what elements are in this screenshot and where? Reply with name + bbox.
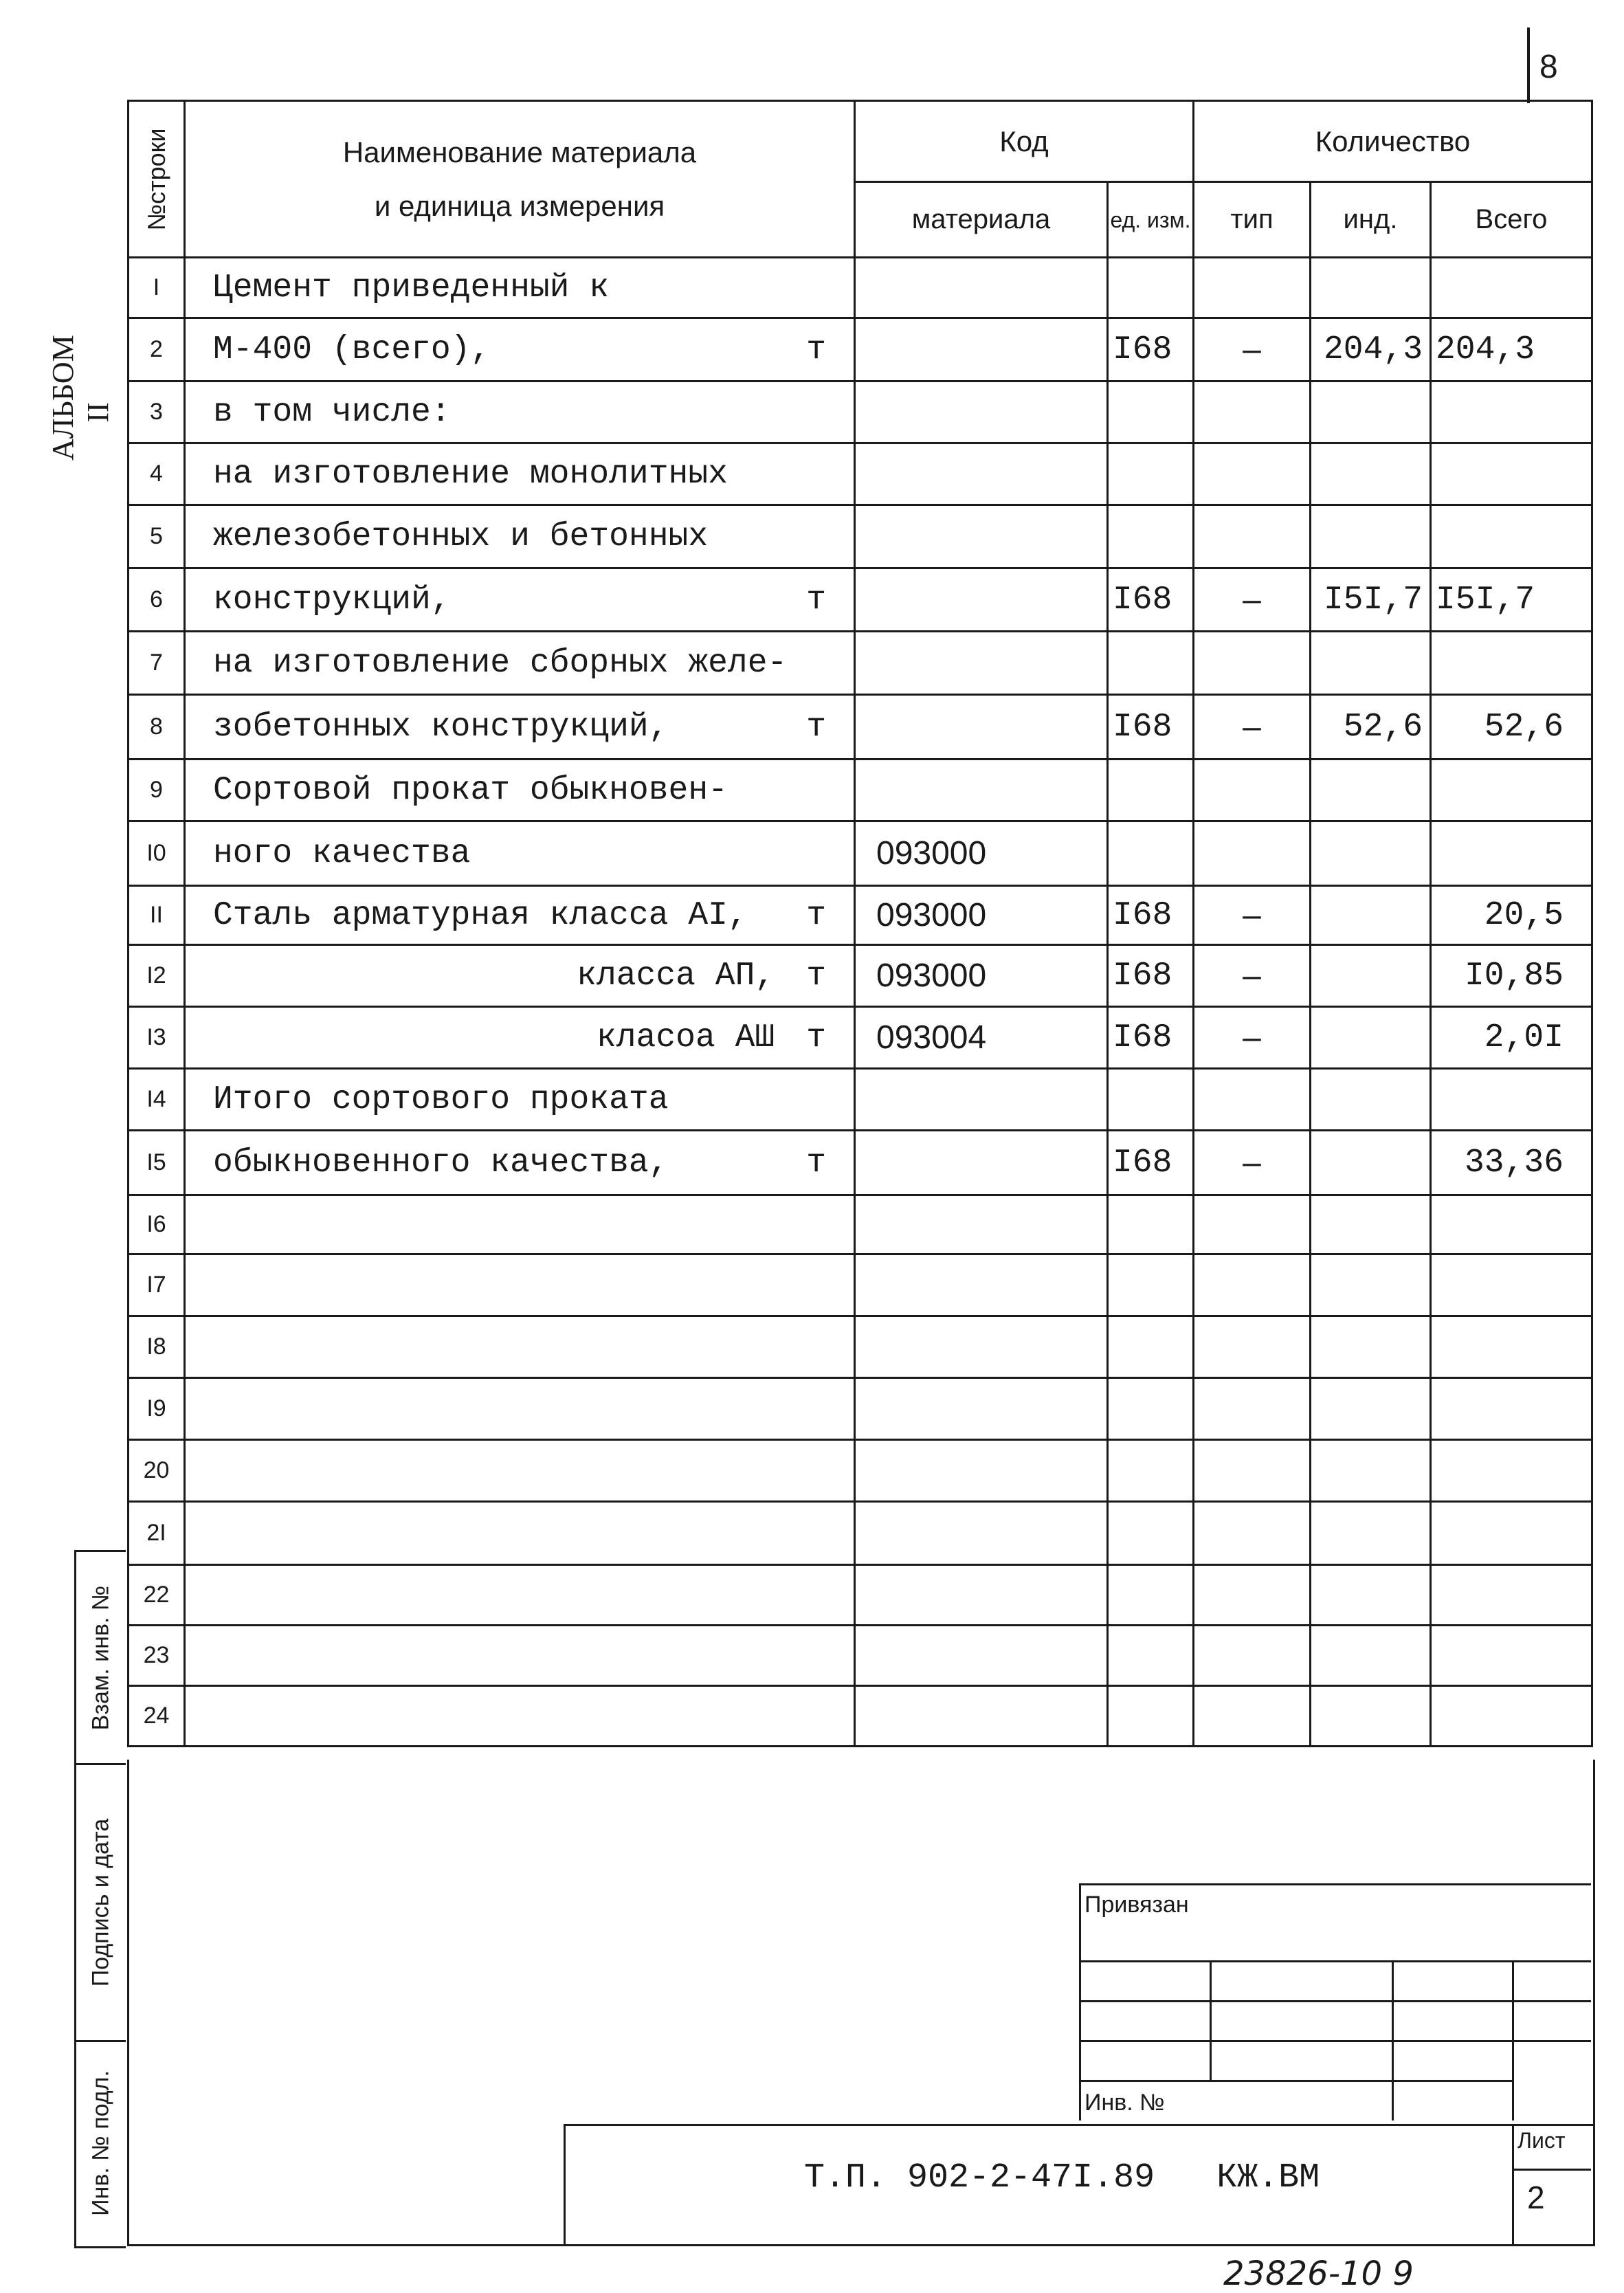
- unit-code: [1108, 1626, 1194, 1686]
- qty-ind: [1311, 760, 1431, 821]
- row-number: I3: [129, 1007, 185, 1069]
- header-code-group: Код: [855, 101, 1194, 182]
- material-code: [855, 443, 1108, 505]
- qty-ind: [1311, 1131, 1431, 1195]
- qty-total: [1431, 443, 1592, 505]
- qty-total: [1431, 1069, 1592, 1131]
- material-code: 093004: [855, 1007, 1108, 1069]
- header-material-name: Наименование материала и единица измерения: [185, 101, 855, 258]
- material-name-cell: [185, 632, 855, 695]
- qty-ind: [1311, 1502, 1431, 1565]
- qty-type: [1194, 1502, 1311, 1565]
- material-code: [855, 1254, 1108, 1316]
- unit-code: I68: [1108, 886, 1194, 945]
- row-number: I4: [129, 1069, 185, 1131]
- row-number: I0: [129, 821, 185, 886]
- table-row: [129, 1626, 1592, 1686]
- binding-block: [1079, 1883, 1591, 2120]
- qty-type: –: [1194, 695, 1311, 760]
- sheet-number-divider: [1527, 27, 1530, 103]
- unit-mark: т: [806, 581, 826, 619]
- header-qty-ind: инд.: [1311, 182, 1431, 258]
- row-number: 23: [129, 1626, 185, 1686]
- material-name-cell: [185, 1254, 855, 1316]
- unit-mark: т: [806, 896, 826, 934]
- table-row: [129, 760, 1592, 821]
- qty-type: [1194, 1316, 1311, 1378]
- row-number: 5: [129, 505, 185, 568]
- row-number: I2: [129, 945, 185, 1007]
- qty-ind: [1311, 1440, 1431, 1502]
- album-label: АЛЬБОМ II: [46, 335, 115, 461]
- qty-type: [1194, 1626, 1311, 1686]
- material-code: [855, 1626, 1108, 1686]
- unit-code: [1108, 760, 1194, 821]
- row-number: 22: [129, 1565, 185, 1626]
- material-name-cell: [185, 1502, 855, 1565]
- table-row: [129, 505, 1592, 568]
- material-code: [855, 258, 1108, 318]
- row-number: 9: [129, 760, 185, 821]
- qty-type: [1194, 1565, 1311, 1626]
- table-row: [129, 1316, 1592, 1378]
- page-number: 8: [1539, 49, 1558, 85]
- row-number: 2: [129, 318, 185, 381]
- unit-code: [1108, 1565, 1194, 1626]
- material-name-cell: [185, 886, 855, 945]
- qty-total: 204,3: [1431, 318, 1592, 381]
- unit-mark: т: [806, 1019, 826, 1056]
- table-row: [129, 1131, 1592, 1195]
- unit-code: I68: [1108, 695, 1194, 760]
- qty-total: [1431, 258, 1592, 318]
- material-name: Сортовой прокат обыкновен-: [213, 771, 728, 809]
- material-name-cell: [185, 568, 855, 632]
- unit-code: I68: [1108, 945, 1194, 1007]
- row-number: 2I: [129, 1502, 185, 1565]
- qty-total: [1431, 381, 1592, 443]
- unit-code: I68: [1108, 1007, 1194, 1069]
- material-name-cell: [185, 1316, 855, 1378]
- material-code: [855, 318, 1108, 381]
- material-code: [855, 1502, 1108, 1565]
- qty-total: [1431, 1686, 1592, 1747]
- material-code: [855, 1316, 1108, 1378]
- qty-type: [1194, 443, 1311, 505]
- unit-code: [1108, 258, 1194, 318]
- material-name: ного качества: [213, 834, 471, 872]
- material-name-cell: [185, 1565, 855, 1626]
- qty-type: [1194, 821, 1311, 886]
- qty-total: [1431, 1195, 1592, 1254]
- material-name-cell: [185, 760, 855, 821]
- unit-code: [1108, 381, 1194, 443]
- material-name-cell: [185, 1378, 855, 1440]
- material-name-cell: [185, 1626, 855, 1686]
- material-name: на изготовление сборных желе-: [213, 644, 788, 682]
- qty-ind: 204,3: [1311, 318, 1431, 381]
- unit-code: [1108, 1069, 1194, 1131]
- table-body: [129, 258, 1592, 1747]
- qty-total: I5I,7: [1431, 568, 1592, 632]
- material-name-cell: [185, 443, 855, 505]
- qty-total: 2,0I: [1431, 1007, 1592, 1069]
- qty-total: [1431, 632, 1592, 695]
- row-number: 7: [129, 632, 185, 695]
- unit-code: [1108, 1378, 1194, 1440]
- material-name: обыкновенного качества,: [213, 1144, 669, 1182]
- material-name-cell: [185, 1007, 855, 1069]
- qty-ind: [1311, 1069, 1431, 1131]
- qty-type: –: [1194, 945, 1311, 1007]
- side-stamp-replaced-inv: Взам. инв. №: [76, 1552, 126, 1765]
- qty-type: –: [1194, 318, 1311, 381]
- row-number: 24: [129, 1686, 185, 1747]
- material-name: конструкций,: [213, 581, 451, 619]
- table-row: [129, 1686, 1592, 1747]
- row-number: 20: [129, 1440, 185, 1502]
- unit-mark: т: [806, 957, 826, 995]
- qty-type: [1194, 1069, 1311, 1131]
- material-name-cell: [185, 318, 855, 381]
- material-name-cell: [185, 1131, 855, 1195]
- material-name: Сталь арматурная класса АI,: [213, 896, 748, 934]
- qty-total: [1431, 1440, 1592, 1502]
- side-stamp-inv-original: Инв. № подл.: [87, 2070, 114, 2216]
- material-name: на изготовление монолитных: [213, 455, 728, 493]
- qty-ind: [1311, 1007, 1431, 1069]
- qty-ind: [1311, 1565, 1431, 1626]
- material-code: 093000: [855, 945, 1108, 1007]
- qty-total: [1431, 821, 1592, 886]
- row-number: I6: [129, 1195, 185, 1254]
- qty-total: [1431, 1254, 1592, 1316]
- material-name: Цемент приведенный к: [213, 269, 610, 307]
- material-name-cell: [185, 258, 855, 318]
- material-name-cell: [185, 1195, 855, 1254]
- table-row: [129, 1069, 1592, 1131]
- qty-type: –: [1194, 1007, 1311, 1069]
- header-code-material: материала: [855, 182, 1108, 258]
- table-row: [129, 1502, 1592, 1565]
- unit-code: [1108, 821, 1194, 886]
- material-code: [855, 760, 1108, 821]
- material-name-cell: [185, 381, 855, 443]
- material-code: [855, 1440, 1108, 1502]
- material-name-cell: [185, 1686, 855, 1747]
- material-name-cell: [185, 1440, 855, 1502]
- unit-code: [1108, 1502, 1194, 1565]
- qty-ind: [1311, 443, 1431, 505]
- material-name: зобетонных конструкций,: [213, 708, 669, 746]
- archive-number: 23826-10 9: [1223, 2255, 1414, 2293]
- qty-total: 20,5: [1431, 886, 1592, 945]
- material-name-cell: [185, 945, 855, 1007]
- row-number: II: [129, 886, 185, 945]
- material-code: [855, 632, 1108, 695]
- table-row: [129, 1565, 1592, 1626]
- material-code: [855, 505, 1108, 568]
- material-name: в том числе:: [213, 393, 451, 431]
- unit-code: [1108, 1195, 1194, 1254]
- side-stamp-signature-date: Подпись и дата: [76, 1765, 126, 2042]
- material-name: железобетонных и бетонных: [213, 518, 709, 555]
- materials-table: [127, 100, 1593, 1747]
- qty-total: [1431, 1378, 1592, 1440]
- qty-ind: [1311, 1378, 1431, 1440]
- table-row: [129, 695, 1592, 760]
- table-row: [129, 1440, 1592, 1502]
- table-row: [129, 821, 1592, 886]
- row-number: 3: [129, 381, 185, 443]
- material-name: М-400 (всего),: [213, 331, 491, 368]
- material-name-cell: [185, 821, 855, 886]
- qty-ind: [1311, 632, 1431, 695]
- qty-type: [1194, 1254, 1311, 1316]
- row-number: I8: [129, 1316, 185, 1378]
- qty-ind: [1311, 886, 1431, 945]
- material-code: [855, 1069, 1108, 1131]
- table-row: [129, 443, 1592, 505]
- unit-code: [1108, 443, 1194, 505]
- unit-code: [1108, 1254, 1194, 1316]
- unit-mark: т: [806, 331, 826, 368]
- sheet-box-divider: [1512, 2169, 1591, 2171]
- material-code: [855, 1686, 1108, 1747]
- table-row: [129, 886, 1592, 945]
- unit-mark: т: [806, 1144, 826, 1182]
- document-code: Т.П. 902-2-47I.89 КЖ.ВМ: [804, 2158, 1320, 2197]
- unit-code: [1108, 1440, 1194, 1502]
- table-row: [129, 258, 1592, 318]
- material-name-cell: [185, 505, 855, 568]
- qty-ind: [1311, 821, 1431, 886]
- unit-code: [1108, 505, 1194, 568]
- qty-type: [1194, 1195, 1311, 1254]
- table-row: [129, 632, 1592, 695]
- sheet-value: 2: [1527, 2180, 1545, 2215]
- row-number: 6: [129, 568, 185, 632]
- qty-ind: [1311, 381, 1431, 443]
- qty-total: [1431, 1565, 1592, 1626]
- unit-code: [1108, 632, 1194, 695]
- qty-type: –: [1194, 1131, 1311, 1195]
- qty-type: –: [1194, 886, 1311, 945]
- qty-ind: [1311, 1626, 1431, 1686]
- qty-ind: 52,6: [1311, 695, 1431, 760]
- table-row: [129, 945, 1592, 1007]
- qty-type: [1194, 1686, 1311, 1747]
- row-number: I5: [129, 1131, 185, 1195]
- material-name-cell: [185, 1069, 855, 1131]
- qty-type: [1194, 258, 1311, 318]
- qty-ind: [1311, 1316, 1431, 1378]
- row-number: I: [129, 258, 185, 318]
- material-code: [855, 381, 1108, 443]
- qty-total: [1431, 1626, 1592, 1686]
- qty-type: [1194, 1440, 1311, 1502]
- qty-total: I0,85: [1431, 945, 1592, 1007]
- qty-ind: [1311, 945, 1431, 1007]
- material-name: Итого сортового проката: [213, 1081, 669, 1118]
- qty-type: [1194, 760, 1311, 821]
- row-number: I9: [129, 1378, 185, 1440]
- header-qty-type: тип: [1194, 182, 1311, 258]
- unit-code: [1108, 1316, 1194, 1378]
- table-row: [129, 318, 1592, 381]
- material-code: [855, 568, 1108, 632]
- material-code: [855, 695, 1108, 760]
- material-name: класса АП,: [577, 957, 775, 995]
- qty-type: [1194, 505, 1311, 568]
- unit-code: I68: [1108, 568, 1194, 632]
- qty-ind: I5I,7: [1311, 568, 1431, 632]
- material-code: 093000: [855, 886, 1108, 945]
- sheet-label: Лист: [1517, 2128, 1566, 2153]
- table-row: [129, 381, 1592, 443]
- header-qty-total: Всего: [1431, 182, 1592, 258]
- table-row: [129, 1378, 1592, 1440]
- qty-total: 33,36: [1431, 1131, 1592, 1195]
- qty-ind: [1311, 1686, 1431, 1747]
- inv-number-label: Инв. №: [1084, 2090, 1165, 2116]
- qty-total: [1431, 1502, 1592, 1565]
- qty-ind: [1311, 505, 1431, 568]
- qty-type: [1194, 381, 1311, 443]
- bound-label: Привязан: [1084, 1892, 1189, 1918]
- header-code-unit: ед. изм.: [1108, 182, 1194, 258]
- qty-type: [1194, 1378, 1311, 1440]
- material-code: [855, 1195, 1108, 1254]
- row-number: 4: [129, 443, 185, 505]
- table-row: [129, 1007, 1592, 1069]
- material-code: [855, 1378, 1108, 1440]
- unit-mark: т: [806, 708, 826, 746]
- material-name-cell: [185, 695, 855, 760]
- row-number: I7: [129, 1254, 185, 1316]
- material-code: 093000: [855, 821, 1108, 886]
- qty-total: [1431, 1316, 1592, 1378]
- qty-ind: [1311, 1195, 1431, 1254]
- material-name: класоа АШ: [596, 1019, 775, 1056]
- table-row: [129, 1254, 1592, 1316]
- row-number: 8: [129, 695, 185, 760]
- material-code: [855, 1565, 1108, 1626]
- qty-type: –: [1194, 568, 1311, 632]
- qty-total: [1431, 505, 1592, 568]
- qty-type: [1194, 632, 1311, 695]
- qty-ind: [1311, 258, 1431, 318]
- header-row-number: №строки: [129, 101, 185, 258]
- side-stamp: [74, 1550, 126, 2248]
- qty-total: [1431, 760, 1592, 821]
- table-row: [129, 1195, 1592, 1254]
- header-quantity-group: Количество: [1194, 101, 1592, 182]
- unit-code: I68: [1108, 318, 1194, 381]
- qty-ind: [1311, 1254, 1431, 1316]
- material-code: [855, 1131, 1108, 1195]
- qty-total: 52,6: [1431, 695, 1592, 760]
- unit-code: [1108, 1686, 1194, 1747]
- unit-code: I68: [1108, 1131, 1194, 1195]
- table-row: [129, 568, 1592, 632]
